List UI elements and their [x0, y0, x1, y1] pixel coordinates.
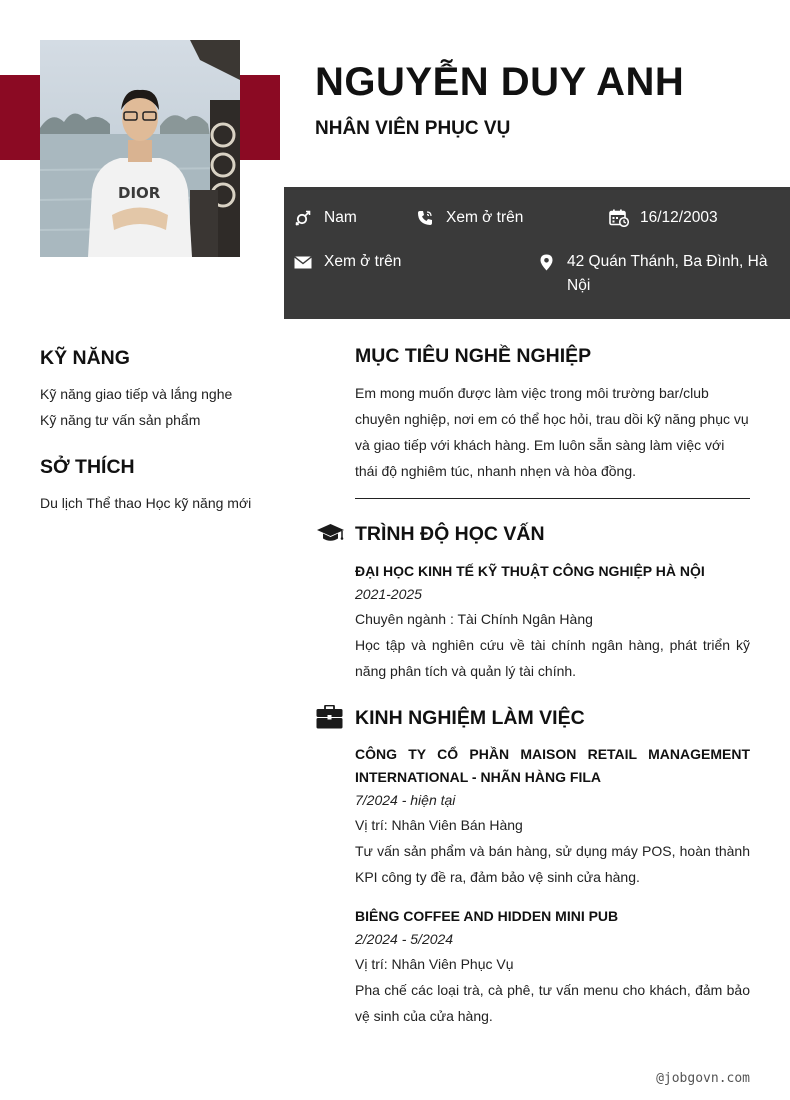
experience-heading: KINH NGHIỆM LÀM VIỆC	[355, 707, 585, 729]
company-name: CÔNG TY CỔ PHẦN MAISON RETAIL MANAGEMENT INTERNATIONAL - NHÃN HÀNG FILA	[355, 746, 750, 785]
experience-period: 2/2024 - 5/2024	[355, 931, 454, 947]
education-heading: TRÌNH ĐỘ HỌC VẤN	[355, 523, 545, 545]
objective-text: Em mong muốn được làm việc trong môi trường bar/club chuyên nghiệp, nơi em có thể học hỏi, trau dồi kỹ năng phục vụ và giao tiếp với khách hàng. Em luôn sẵn sàng làm việc với thái độ nghiêm túc, nhanh nhẹn và hòa đồng.	[355, 385, 749, 479]
contact-email	[293, 250, 401, 274]
address-value: 42 Quán Thánh, Ba Đình, Hà Nội	[567, 253, 768, 294]
gender-value: Nam	[324, 209, 357, 226]
skill-item: Kỹ năng tư vấn sản phẩm	[40, 412, 201, 428]
experience-position: Vị trí: Nhân Viên Phục Vụ	[355, 956, 514, 972]
svg-text:DIOR: DIOR	[118, 184, 161, 202]
hobbies-heading: SỞ THÍCH	[40, 456, 135, 478]
contact-info-box	[284, 187, 790, 319]
hobbies-text: Du lịch Thể thao Học kỹ năng mới	[40, 495, 252, 511]
skill-item: Kỹ năng giao tiếp và lắng nghe	[40, 386, 233, 402]
contact-address	[536, 250, 776, 298]
mail-icon	[293, 250, 313, 274]
phone-value: Xem ở trên	[446, 209, 524, 226]
candidate-name: NGUYỄN DUY ANH	[315, 60, 685, 104]
calendar-icon	[609, 206, 629, 230]
company-name: BIÊNG COFFEE AND HIDDEN MINI PUB	[355, 908, 619, 924]
gender-icon	[293, 206, 313, 230]
experience-entry	[355, 905, 750, 1029]
education-description: Học tập và nghiên cứu về tài chính ngân hàng, phát triển kỹ năng phân tích và quản lý tài chính.	[355, 637, 750, 679]
section-divider	[355, 498, 750, 499]
briefcase-icon	[316, 705, 343, 734]
experience-description: Pha chế các loại trà, cà phê, tư vấn menu cho khách, đảm bảo vệ sinh của cửa hàng.	[355, 982, 750, 1024]
experience-period: 7/2024 - hiện tại	[355, 792, 456, 808]
education-major: Chuyên ngành : Tài Chính Ngân Hàng	[355, 611, 593, 627]
profile-photo	[40, 40, 240, 257]
education-entry	[355, 560, 750, 684]
watermark: @jobgovn.com	[656, 1071, 750, 1086]
experience-position: Vị trí: Nhân Viên Bán Hàng	[355, 817, 523, 833]
objective-heading: MỤC TIÊU NGHỀ NGHIỆP	[355, 345, 592, 367]
candidate-job-title: NHÂN VIÊN PHỤC VỤ	[315, 118, 511, 139]
location-icon	[536, 250, 556, 274]
email-value: Xem ở trên	[324, 253, 402, 270]
school-name: ĐẠI HỌC KINH TẾ KỸ THUẬT CÔNG NGHIỆP HÀ NỘI	[355, 563, 705, 579]
contact-dob	[609, 206, 718, 230]
phone-icon	[415, 206, 435, 230]
experience-entry	[355, 743, 750, 890]
contact-phone	[415, 206, 523, 230]
skills-heading: KỸ NĂNG	[40, 347, 130, 369]
graduation-cap-icon	[316, 522, 345, 549]
experience-description: Tư vấn sản phẩm và bán hàng, sử dụng máy POS, hoàn thành KPI công ty đề ra, đảm bảo vệ sinh cửa hàng.	[355, 843, 750, 885]
skills-list	[40, 381, 300, 433]
dob-value: 16/12/2003	[640, 209, 718, 226]
contact-gender	[293, 206, 357, 230]
education-period: 2021-2025	[355, 586, 422, 602]
